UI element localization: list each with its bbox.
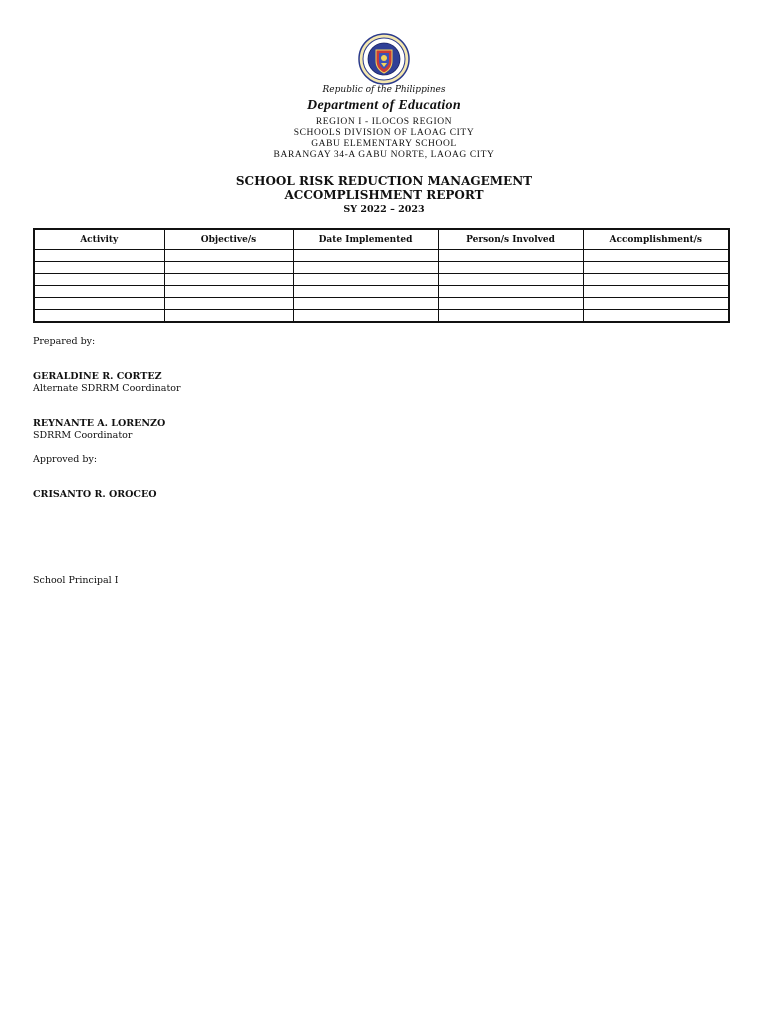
table-header-row <box>34 229 729 250</box>
deped-seal-icon <box>358 33 410 85</box>
approver-name: CRISANTO R. OROCEO <box>33 489 157 500</box>
table-row <box>34 310 729 323</box>
table-cell <box>34 310 164 323</box>
table-cell <box>34 286 164 298</box>
table-cell <box>438 250 583 262</box>
column-header-activity: Activity <box>34 229 164 250</box>
report-title-line2: ACCOMPLISHMENT REPORT <box>284 188 484 202</box>
table-cell <box>583 286 729 298</box>
table-cell <box>583 262 729 274</box>
table-row <box>34 286 729 298</box>
table-row <box>34 274 729 286</box>
table-cell <box>438 286 583 298</box>
table-cell <box>293 286 438 298</box>
table-row <box>34 262 729 274</box>
table-cell <box>438 298 583 310</box>
column-header-accomplishments: Accomplishment/s <box>583 229 729 250</box>
table-cell <box>438 262 583 274</box>
school-year: SY 2022 – 2023 <box>343 204 425 215</box>
column-header-persons-involved: Person/s Involved <box>438 229 583 250</box>
table-cell <box>164 286 293 298</box>
deped-seal-logo <box>358 33 410 85</box>
table-row <box>34 250 729 262</box>
table-cell <box>583 310 729 323</box>
barangay-line: BARANGAY 34-A GABU NORTE, LAOAG CITY <box>273 150 495 160</box>
table-cell <box>583 274 729 286</box>
table-cell <box>438 274 583 286</box>
preparer1-title: Alternate SDRRM Coordinator <box>33 383 181 394</box>
column-header-date-implemented: Date Implemented <box>293 229 438 250</box>
approver-title: School Principal I <box>33 575 119 586</box>
table-cell <box>293 262 438 274</box>
approved-by-label: Approved by: <box>33 454 98 465</box>
table-row <box>34 298 729 310</box>
division-line: SCHOOLS DIVISION OF LAOAG CITY <box>293 128 475 138</box>
table-cell <box>164 298 293 310</box>
school-line: GABU ELEMENTARY SCHOOL <box>311 139 457 149</box>
table-cell <box>583 298 729 310</box>
table-cell <box>438 310 583 323</box>
preparer2-name: REYNANTE A. LORENZO <box>33 418 166 429</box>
table-cell <box>34 274 164 286</box>
department-name: Department of Education <box>307 98 461 113</box>
table-cell <box>34 298 164 310</box>
report-title-line1: SCHOOL RISK REDUCTION MANAGEMENT <box>235 174 533 188</box>
table-cell <box>164 262 293 274</box>
accomplishment-table <box>33 228 730 323</box>
table-cell <box>164 250 293 262</box>
prepared-by-label: Prepared by: <box>33 336 96 347</box>
table-cell <box>293 274 438 286</box>
table-cell <box>293 250 438 262</box>
table-cell <box>164 274 293 286</box>
republic-line: Republic of the Philippines <box>322 85 446 95</box>
preparer2-title: SDRRM Coordinator <box>33 430 133 441</box>
preparer1-name: GERALDINE R. CORTEZ <box>33 371 162 382</box>
table-cell <box>34 250 164 262</box>
table-cell <box>293 298 438 310</box>
table-cell <box>164 310 293 323</box>
column-header-objectives: Objective/s <box>164 229 293 250</box>
table-cell <box>293 310 438 323</box>
table-cell <box>34 262 164 274</box>
region-line: REGION I - ILOCOS REGION <box>315 117 453 127</box>
table-cell <box>583 250 729 262</box>
